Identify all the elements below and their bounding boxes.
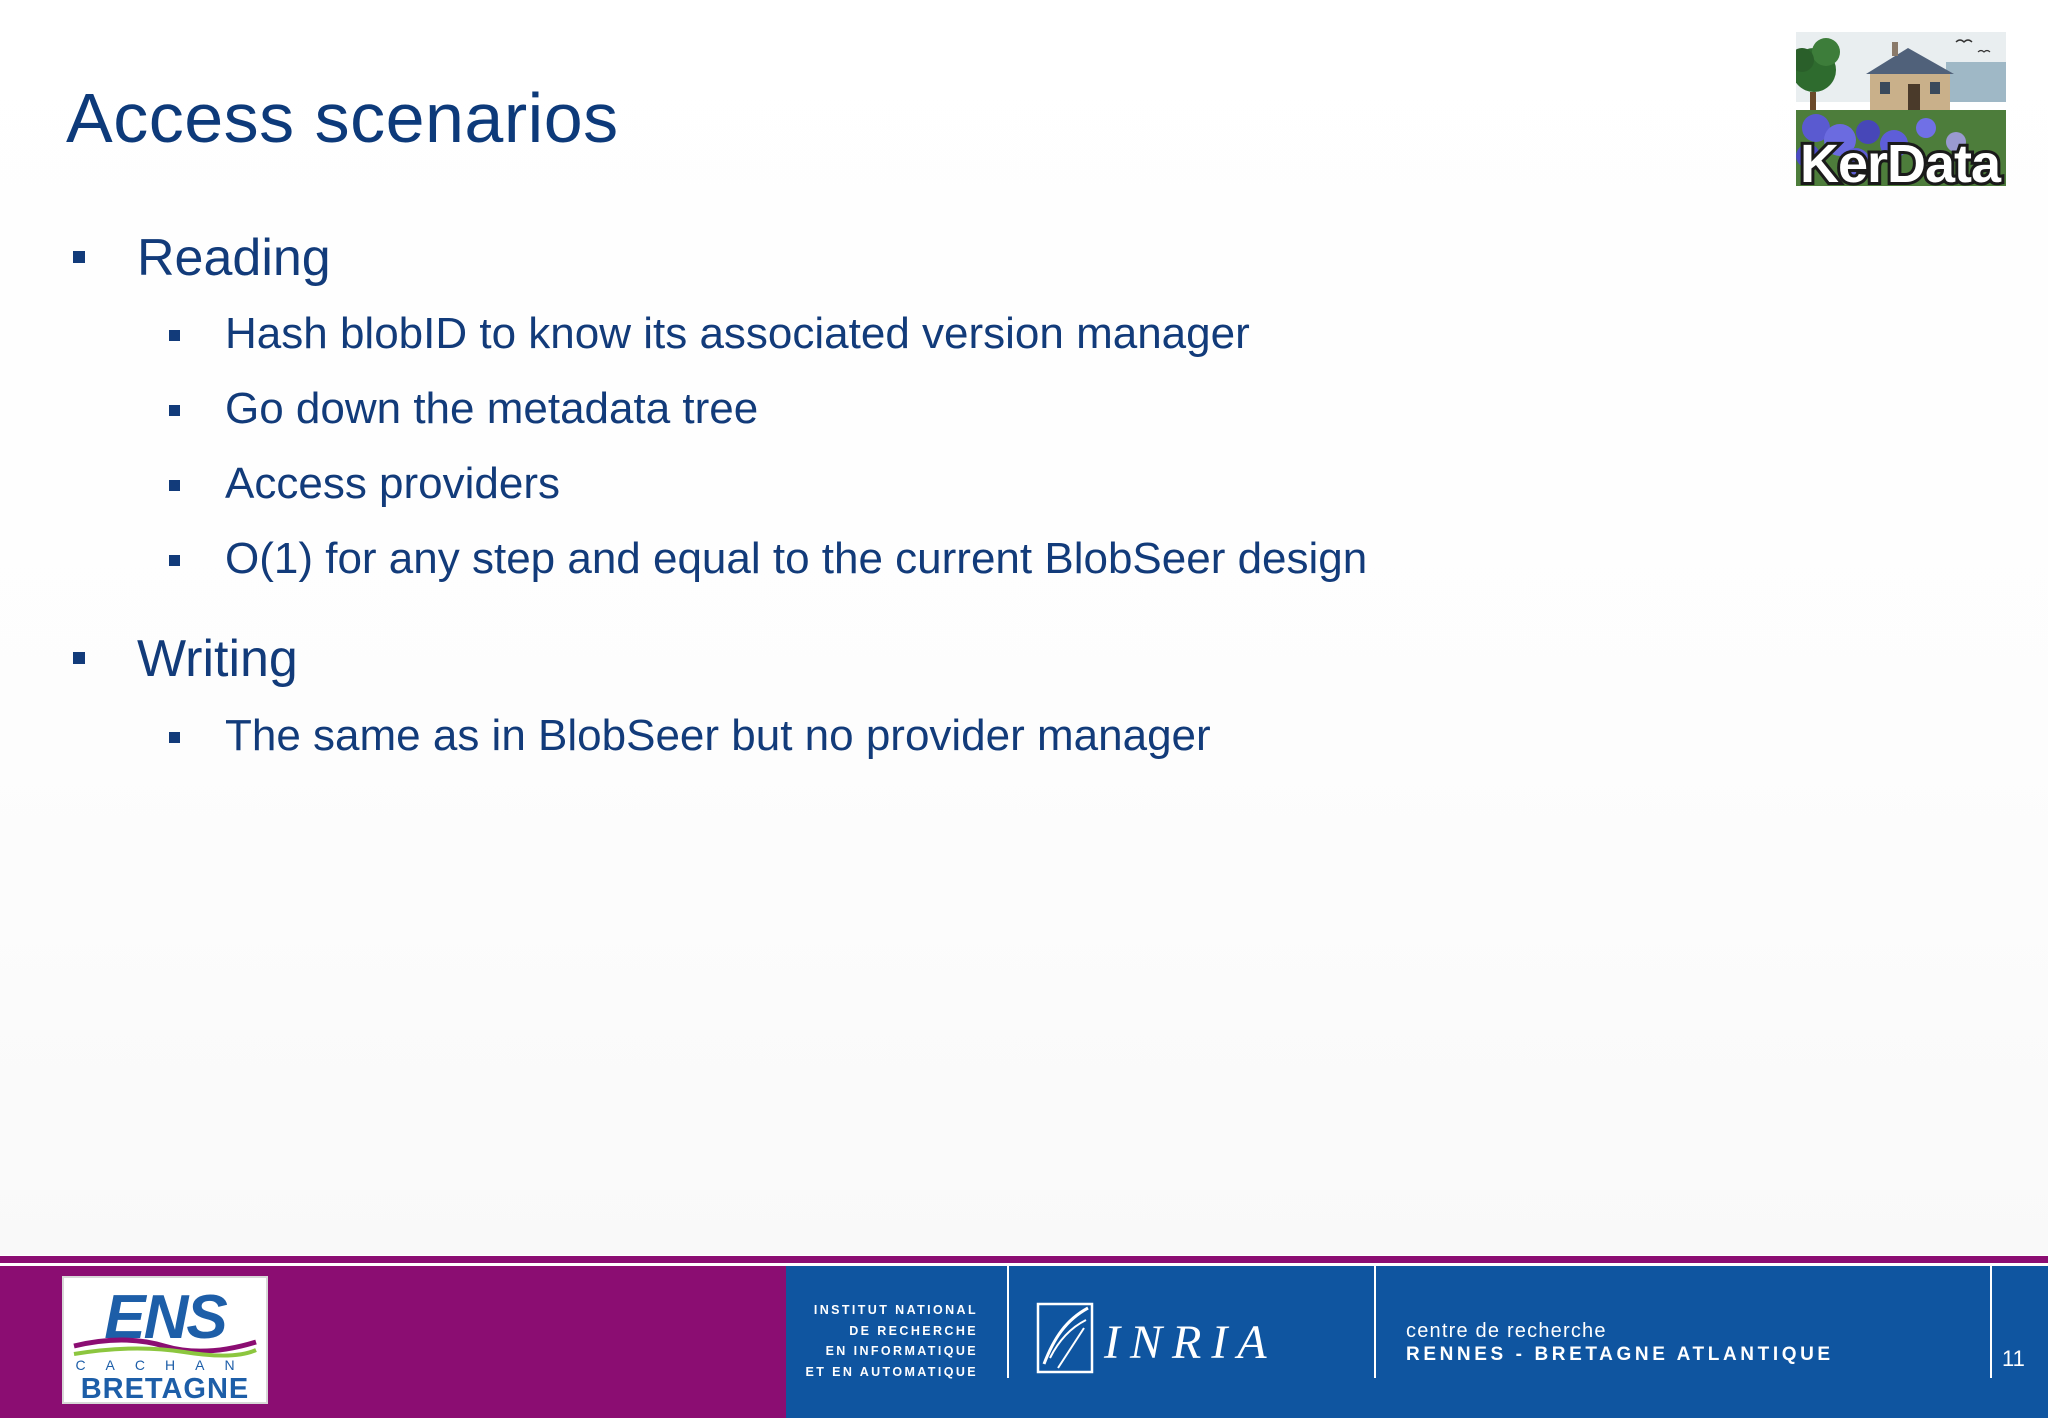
inria-wordmark: INRIA xyxy=(1104,1316,1277,1369)
footer-top-line xyxy=(0,1256,2048,1263)
sub-bullet-marker xyxy=(169,555,180,566)
ens-cachan-label: CACHAN xyxy=(75,1357,255,1373)
sub-bullet-marker xyxy=(169,732,180,743)
centre-name: RENNES - BRETAGNE ATLANTIQUE xyxy=(1406,1344,1834,1365)
sub-bullet-complexity: O(1) for any step and equal to the current BlobSeer design xyxy=(225,534,1368,583)
sub-bullet-hash-blobid: Hash blobID to know its associated version manager xyxy=(225,309,1250,358)
institute-line: EN INFORMATIQUE xyxy=(825,1344,978,1358)
sub-bullet-marker xyxy=(169,330,180,341)
sub-bullet-metadata-tree: Go down the metadata tree xyxy=(225,384,759,433)
bullet-writing: Writing xyxy=(137,630,298,688)
footer-separator xyxy=(1990,1266,1992,1378)
bullet-marker xyxy=(73,652,85,664)
ens-bretagne-label: BRETAGNE xyxy=(80,1373,250,1402)
sub-bullet-access-providers: Access providers xyxy=(225,459,561,508)
ens-logo-graphic xyxy=(64,1278,266,1402)
bullet-reading: Reading xyxy=(137,229,331,287)
kerdata-wordmark: KerData xyxy=(1799,134,2001,186)
kerdata-logo xyxy=(1796,32,2006,186)
bullet-marker xyxy=(73,251,85,263)
slide-title: Access scenarios xyxy=(66,79,619,157)
institute-line: INSTITUT NATIONAL xyxy=(813,1303,978,1317)
sub-bullet-marker xyxy=(169,480,180,491)
sub-bullet-marker xyxy=(169,405,180,416)
sub-bullet-same-as-blobseer: The same as in BlobSeer but no provider manager xyxy=(225,711,1211,760)
centre-label: centre de recherche xyxy=(1406,1320,1607,1342)
ens-cachan-logo xyxy=(62,1276,268,1404)
inria-logo xyxy=(1036,1298,1346,1378)
institute-line: DE RECHERCHE xyxy=(849,1323,978,1338)
footer-separator xyxy=(1007,1266,1009,1378)
ens-wordmark: ENS xyxy=(104,1283,226,1352)
page-number: 11 xyxy=(2002,1346,2025,1371)
institute-line: ET EN AUTOMATIQUE xyxy=(805,1364,978,1379)
institute-name xyxy=(790,1300,978,1382)
footer-separator xyxy=(1374,1266,1376,1378)
